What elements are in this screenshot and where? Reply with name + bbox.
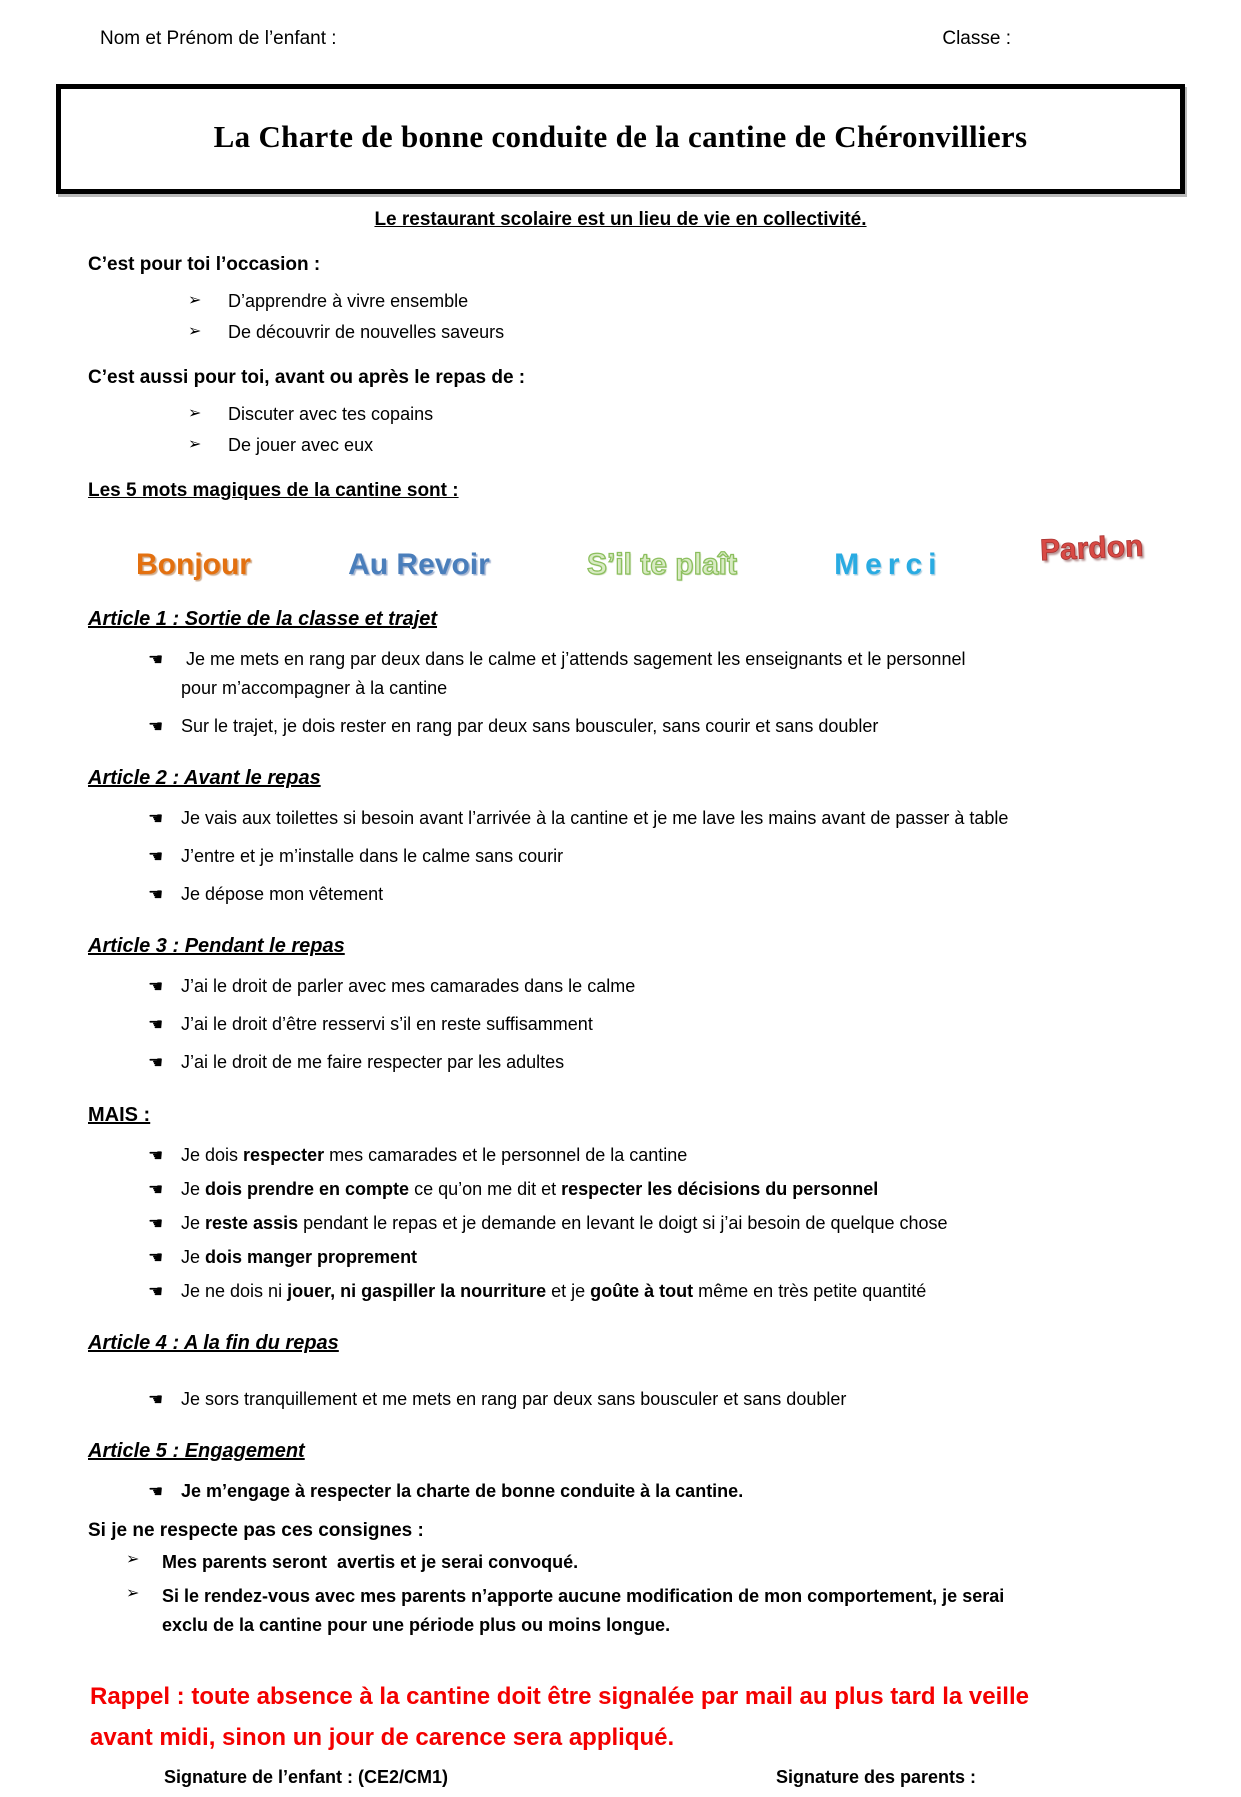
magic-word-bonjour: Bonjour (136, 548, 251, 581)
hand-bullet-icon: ☚ (148, 1180, 164, 1199)
arrow-bullet-icon: ➢ (188, 436, 202, 453)
list-item: ➢ De jouer avec eux (188, 435, 374, 455)
charter-rule: ☚ Je sors tranquillement et me mets en rang par deux sans bousculer et sans doubler (88, 1385, 1153, 1414)
charter-rule: ☚ Je dois prendre en compte ce qu’on me dit et respecter les décisions du personnel (88, 1175, 1153, 1204)
charter-rule: ☚ Je ne dois ni jouer, ni gaspiller la nourriture et je goûte à tout même en très petite quantité (88, 1277, 1153, 1306)
article-2-heading: Article 2 : Avant le repas (88, 767, 321, 789)
occasion-list (88, 289, 1153, 344)
article-3-list (88, 972, 1153, 1077)
hand-bullet-icon: ☚ (148, 885, 164, 904)
article-5-list (88, 1477, 1153, 1506)
article-5-heading: Article 5 : Engagement (88, 1440, 305, 1462)
charter-rule: ☚ Je dois respecter mes camarades et le personnel de la cantine (88, 1141, 1153, 1170)
arrow-bullet-icon: ➢ (188, 405, 202, 422)
magic-word-merci: Merci (834, 548, 943, 581)
article-4-list (88, 1385, 1153, 1414)
aussi-list (88, 402, 1153, 457)
subtitle: Le restaurant scolaire est un lieu de vie en collectivité. (374, 209, 867, 230)
child-name-label: Nom et Prénom de l’enfant : (100, 28, 337, 49)
consequence-item: ➢ Si le rendez-vous avec mes parents n’apporte aucune modification de mon comportement, je serai exclu de la cantine pour une période plus ou moins longue. (88, 1582, 1153, 1640)
hand-bullet-icon: ☚ (148, 977, 164, 996)
charter-rule: ☚ Je reste assis pendant le repas et je demande en levant le doigt si j’ai besoin de quelque chose (88, 1209, 1153, 1238)
hand-bullet-icon: ☚ (148, 1282, 164, 1301)
parents-signature-label: Signature des parents : (776, 1767, 977, 1787)
article-4-heading: Article 4 : A la fin du repas (88, 1332, 339, 1354)
charter-rule: ☚ J’ai le droit de me faire respecter par les adultes (88, 1048, 1153, 1077)
list-item: ➢ D’apprendre à vivre ensemble (188, 291, 469, 311)
consequences-list (88, 1548, 1153, 1640)
charter-rule: ☚ J’ai le droit de parler avec mes camarades dans le calme (88, 972, 1153, 1001)
page-title: La Charte de bonne conduite de la cantine de Chéronvilliers (213, 119, 1028, 154)
article-1-heading: Article 1 : Sortie de la classe et trajet (88, 608, 438, 630)
magic-word-pardon: Pardon (1038, 529, 1144, 568)
charter-rule: ☚ Je dépose mon vêtement (88, 880, 1153, 909)
magic-word-au-revoir: Au Revoir (348, 548, 490, 581)
charter-rule: ☚ Sur le trajet, je dois rester en rang par deux sans bousculer, sans courir et sans doubler (88, 712, 1153, 741)
hand-bullet-icon: ☚ (148, 1390, 164, 1409)
hand-bullet-icon: ☚ (148, 1248, 164, 1267)
mais-heading: MAIS : (88, 1104, 151, 1126)
arrow-bullet-icon: ➢ (188, 323, 202, 340)
class-label: Classe : (942, 28, 1011, 49)
hand-bullet-icon: ☚ (148, 1053, 164, 1072)
occasion-heading: C’est pour toi l’occasion : (88, 254, 321, 275)
arrow-bullet-icon: ➢ (126, 1551, 140, 1568)
aussi-heading: C’est aussi pour toi, avant ou après le repas de : (88, 367, 526, 388)
article-3-heading: Article 3 : Pendant le repas (88, 935, 345, 957)
list-item: ➢ Discuter avec tes copains (188, 404, 434, 424)
arrow-bullet-icon: ➢ (126, 1585, 140, 1602)
consequences-heading: Si je ne respecte pas ces consignes : (88, 1520, 424, 1541)
charter-rule: ☚ Je me mets en rang par deux dans le calme et j’attends sagement les enseignants et le personnel pour m’accompagner à la cantine (88, 645, 1153, 703)
title-box (56, 84, 1185, 194)
charter-rule: ☚ Je m’engage à respecter la charte de bonne conduite à la cantine. (88, 1477, 1153, 1506)
hand-bullet-icon: ☚ (148, 1146, 164, 1165)
hand-bullet-icon: ☚ (148, 650, 164, 669)
article-1-list (88, 645, 1153, 741)
child-signature-label: Signature de l’enfant : (CE2/CM1) (164, 1767, 449, 1787)
document-header (88, 24, 1153, 50)
charter-rule: ☚ Je vais aux toilettes si besoin avant l’arrivée à la cantine et je me lave les mains avant de passer à table (88, 804, 1153, 833)
arrow-bullet-icon: ➢ (188, 292, 202, 309)
absence-reminder: Rappel : toute absence à la cantine doit être signalée par mail au plus tard la veille avant midi, sinon un jour de carence sera appliqué. (90, 1683, 1029, 1751)
charter-rule: ☚ Je dois manger proprement (88, 1243, 1153, 1272)
charter-rule: ☚ J’entre et je m’installe dans le calme sans courir (88, 842, 1153, 871)
hand-bullet-icon: ☚ (148, 809, 164, 828)
list-item: ➢ De découvrir de nouvelles saveurs (188, 322, 505, 342)
hand-bullet-icon: ☚ (148, 1015, 164, 1034)
signature-row (88, 1767, 1153, 1797)
magic-words-heading: Les 5 mots magiques de la cantine sont : (88, 480, 459, 501)
magic-word-sil-te-plait: S’il te plaît (586, 548, 737, 581)
mais-list (88, 1141, 1153, 1306)
hand-bullet-icon: ☚ (148, 1214, 164, 1233)
consequence-item: ➢ Mes parents seront avertis et je serai convoqué. (88, 1548, 1153, 1577)
hand-bullet-icon: ☚ (148, 1482, 164, 1501)
hand-bullet-icon: ☚ (148, 847, 164, 866)
article-2-list (88, 804, 1153, 909)
magic-words-row (136, 530, 1143, 582)
charter-rule: ☚ J’ai le droit d’être resservi s’il en reste suffisamment (88, 1010, 1153, 1039)
hand-bullet-icon: ☚ (148, 717, 164, 736)
